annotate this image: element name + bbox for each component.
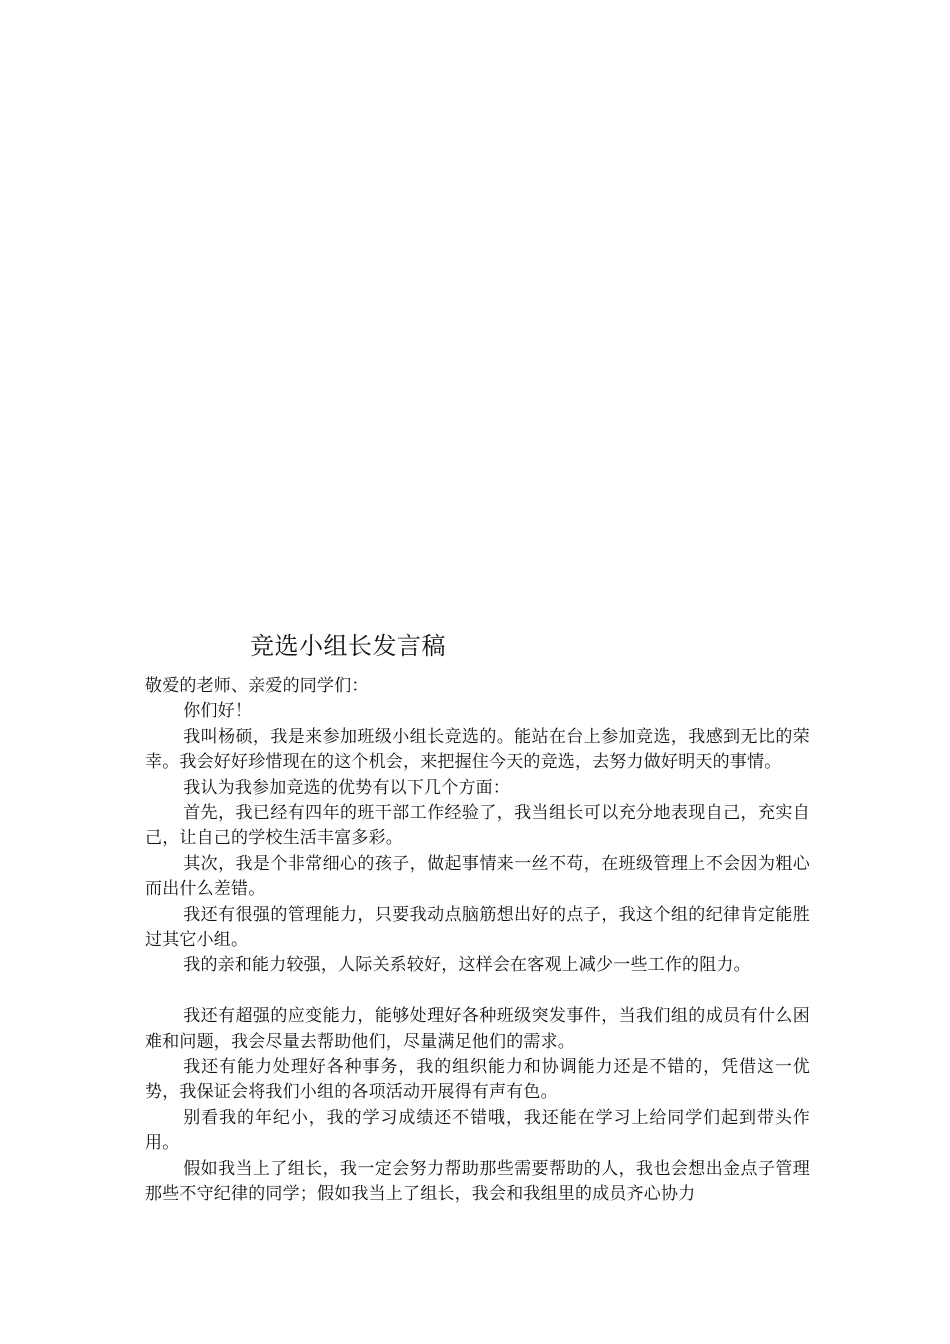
paragraph-management-ability: 我还有很强的管理能力，只要我动点脑筋想出好的点子，我这个组的纪律肯定能胜过其它小组。 — [145, 904, 810, 951]
blank-line — [145, 979, 810, 1004]
salutation: 敬爱的老师、亲爱的同学们： — [145, 676, 369, 696]
paragraph-second-advantage: 其次，我是个非常细心的孩子，做起事情来一丝不苟，在班级管理上不会因为粗心而出什么差错。 — [145, 853, 810, 900]
paragraph-greeting: 你们好！ — [183, 701, 253, 722]
document-title: 竞选小组长发言稿 — [250, 632, 446, 660]
paragraph-introduction: 我叫杨硕，我是来参加班级小组长竞选的。能站在台上参加竞选，我感到无比的荣幸。我会好好珍惜现在的这个机会，来把握住今天的竞选，去努力做好明天的事情。 — [145, 726, 810, 773]
paragraph-affinity: 我的亲和能力较强，人际关系较好，这样会在客观上减少一些工作的阻力。 — [183, 955, 751, 976]
paragraph-organization: 我还有能力处理好各种事务，我的组织能力和协调能力还是不错的，凭借这一优势，我保证会将我们小组的各项活动开展得有声有色。 — [145, 1057, 810, 1103]
paragraph-study: 别看我的年纪小，我的学习成绩还不错哦，我还能在学习上给同学们起到带头作用。 — [145, 1107, 810, 1154]
paragraph-advantages-intro: 我认为我参加竞选的优势有以下几个方面： — [183, 777, 511, 798]
paragraph-first-advantage: 首先，我已经有四年的班干部工作经验了，我当组长可以充分地表现自己，充实自己，让自己的学校生活丰富多彩。 — [145, 803, 810, 849]
paragraph-promise: 假如我当上了组长，我一定会努力帮助那些需要帮助的人，我也会想出金点子管理那些不守纪律的同学；假如我当上了组长，我会和我组里的成员齐心协力 — [145, 1158, 810, 1205]
paragraph-adaptability: 我还有超强的应变能力，能够处理好各种班级突发事件，当我们组的成员有什么困难和问题，我会尽量去帮助他们，尽量满足他们的需求。 — [145, 1006, 810, 1052]
document-body — [145, 674, 810, 1208]
